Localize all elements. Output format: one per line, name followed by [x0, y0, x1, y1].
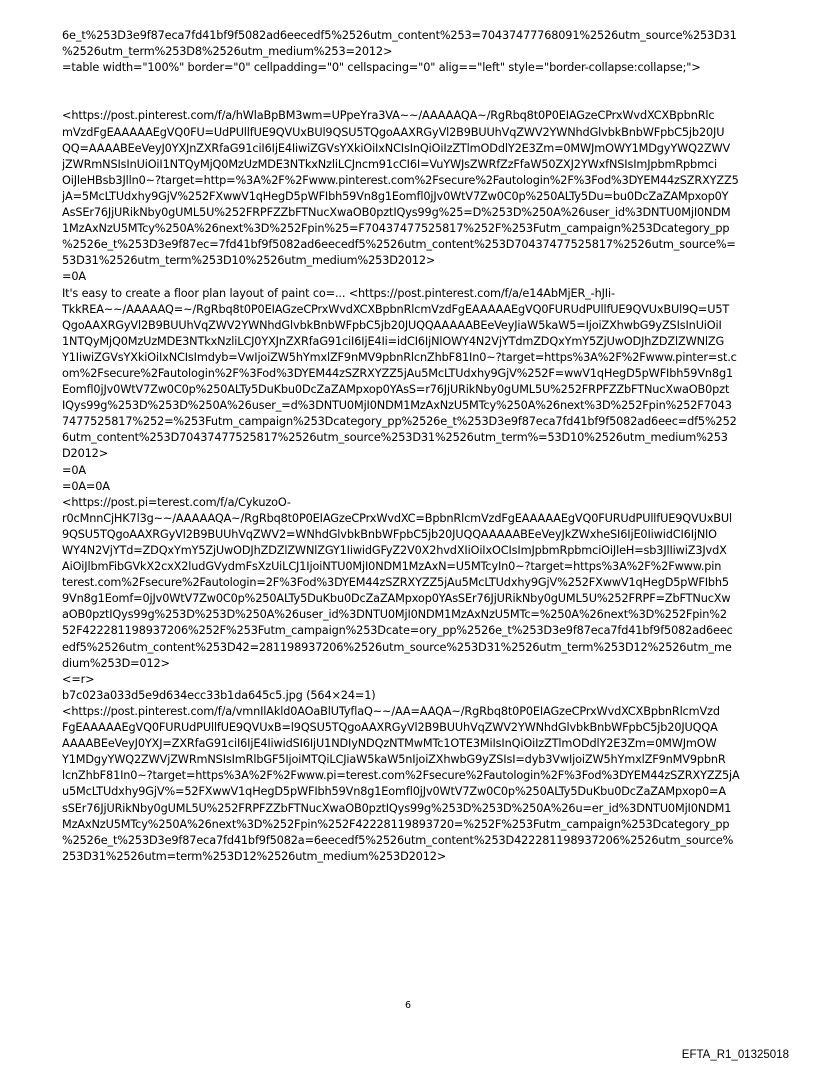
text-line: 9Vn8g1Eomf=0jJv0WtV7Zw0C0p%250ALTy5DuKbu0DcZaZAMpxop0YAsSEr76JjURikNby0gUML5U%252FRPF=ZbFTNucXw	[62, 592, 731, 606]
text-line: <https://post.pinterest.com/f/a/vmnIlAkld0AOaBlUTyflaQ~~/AA=AAQA~/RgRbq8t0P0EIAGzeCPrxWvdXCXBpbnRlcmVzd	[62, 704, 720, 718]
text-line: 253D31%2526utm=term%253D12%2526utm_medium%253D2012>	[62, 849, 447, 863]
text-line: QQ=AAAABEeVeyJ0YXJnZXRfaG91ciI6IjE4IiwiZGVsYXkiOiIxNCIsInQiOiIzZTlmODdlY2E3Zm=0MWJmOWY1MDgyYWQ2ZWV	[62, 141, 731, 155]
text-line: =0A	[62, 463, 86, 477]
text-line: 1MzAxNzU5MTcy%250A%26next%3D%252Fpin%25=F70437477525817%252F%253Futm_campaign%253Dcategory_pp	[62, 222, 730, 236]
text-line: terest.com%2Fsecure%2Fautologin=2F%3Fod%3DYEM44zSZRXYZZ5jAu5McLTUdxhy9GjV%252FXwwV1qHegD5pWFIbh5	[62, 576, 729, 590]
text-line: MzAxNzU5MTcy%250A%26next%3D%252Fpin%252F42228119893720=%252F%253Futm_campaign%253Dcategory_pp	[62, 817, 730, 831]
text-line: Eomfl0jJv0WtV7Zw0C0p%250ALTy5DuKbu0DcZaZAMpxop0YAsS=r76JjURikNby0gUML5U%252FRPFZZbFTNucXwaOB0pzt	[62, 383, 730, 397]
text-line: jA=5McLTUdxhy9GjV%252FXwwV1qHegD5pWFIbh59Vn8g1Eomfl0jJv0WtV7Zw0C0p%250ALTy5Du=bu0DcZaZAMpxop0Y	[62, 189, 729, 203]
text-line: %2526e_t%253D3e9f87ec=7fd41bf9f5082ad6eecedf5%2526utm_content%253D70437477525817%2526utm_source%=	[62, 238, 736, 252]
text-line: OiJleHBsb3Jlln0~?target=http=%3A%2F%2Fwww.pinterest.com%2Fsecure%2Fautologin%2F%3Fod%3DYEM44zSZRXYZZ5	[62, 173, 739, 187]
text-line: mVzdFgEAAAAAEgVQ0FU=UdPUllfUE9QVUxBUl9QSU5TQgoAAXRGyVl2B9BUUhVqZWV2YWNhdGlvbkBnbWFpbC5jb20JU	[62, 125, 725, 139]
page-number: 6	[404, 1000, 412, 1011]
text-line: <=r>	[62, 672, 95, 686]
text-line: AiOiJlbmFibGVkX2cxX2ludGVydmFsXzUiLCJ1IjoiNTU0MjI0NDM1MzAxN=U5MTcyIn0~?target=https%3A%2F%2Fwww.pin	[62, 560, 722, 574]
text-line: <https://post.pinterest.com/f/a/hWlaBpBM3wm=UPpeYra3VA~~/AAAAAQA~/RgRbq8t0P0EIAGzeCPrxWvdXCXBpbnRlc	[62, 109, 715, 123]
text-line: WY4N2VjYTd=ZDQxYmY5ZjUwODJhZDZlZWNlZGY1IiwidGFyZ2V0X2hvdXIiOiIxOCIsImJpbmRpbmciOiJleH=sb3JlIiwiZ3JvdX	[62, 544, 727, 557]
text-line: Y1MDgyYWQ2ZWVjZWRmNSIsImRlbGF5IjoiMTQiLCJiaW5kaW5nIjoiZXhwbG9yZSIsI=dyb3VwIjoiZW5hYmxlZF9nMV9pbnR	[62, 753, 726, 767]
text-line: lcnZhbF81In0~?target=https%3A%2F%2Fwww.pi=terest.com%2Fsecure%2Fautologin%2F%3Fod%3DYEM44zSZRXYZZ5jA	[62, 769, 740, 783]
text-line: r0cMnnCjHK7l3g~~/AAAAAQA~/RgRbq8t0P0EIAGzeCPrxWvdXC=BpbnRlcmVzdFgEAAAAAEgVQ0FURUdPUllfUE9QVUxBUl	[62, 511, 732, 525]
text-line: AAAABEeVeyJ0YXJ=ZXRfaG91ciI6IjE4IiwidSI6IjU1NDIyNDQzNTMwMTc1OTE3MiIsInQiOiIzZTlmODdlY2E3Zm=0MWJmOW	[62, 737, 717, 751]
text-line: u5McLTUdxhy9GjV%=52FXwwV1qHegD5pWFIbh59Vn8g1Eomfl0jJv0WtV7Zw0C0p%250ALTy5DuKbu0DcZaZAMpxop0=A	[62, 785, 726, 799]
text-line: om%2Fsecure%2Fautologin%2F%3Fod%3DYEM44zSZRXYZZ5jAu5McLTUdxhy9GjV%252F=wwV1qHegD5pWFIbh59Vn8g1	[62, 366, 734, 380]
text-line: <https://post.pi=terest.com/f/a/CykuzoO-	[62, 495, 291, 509]
text-line: FgEAAAAAEgVQ0FURUdPUllfUE9QVUxB=l9QSU5TQgoAAXRGyVl2B9BUUhVqZWV2YWNhdGlvbkBnbWFpbC5jb20JUQQA	[62, 721, 718, 735]
text-line: IQys99g%253D%253D%250A%26user_=d%3DNTU0MjI0NDM1MzAxNzU5MTcy%250A%26next%3D%252Fpin%252F7043	[62, 399, 732, 413]
text-line: Y1IiwiZGVsYXkiOiIxNCIsImdyb=VwIjoiZW5hYmxlZF9nMV9pbnRlcnZhbF81In0~?target=https%3A%2F%2Fwww.pinter=st.c	[62, 350, 737, 364]
text-line: jZWRmNSIsInUiOiI1NTQyMjQ0MzUzMDE3NTkxNzliLCJncm91cCI6I=VuYWJsZWRfZzFfaW50ZXJ2YWxfNSIsImJpbmRpbmci	[62, 157, 717, 171]
text-line: QgoAAXRGyVl2B9BUUhVqZWV2YWNhdGlvbkBnbWFpbC5jb20JUQQAAAAABEeVeyJiaW5kaW5=IjoiZXhwbG9yZSIsInUiOiI	[62, 318, 722, 332]
text-line	[62, 92, 762, 108]
email-body-text	[62, 28, 762, 865]
text-line: dium%253D=012>	[62, 656, 170, 670]
text-line: 9QSU5TQgoAAXRGyVl2B9BUUhVqZWV2=WNhdGlvbkBnbWFpbC5jb20JUQQAAAAABEeVeyJkZWxheSI6IjE0IiwidCI6IjNlO	[62, 527, 717, 541]
text-line: edf5%2526utm_content%253D42=281198937206%2526utm_source%253D31%2526utm_term%253D12%2526utm_me	[62, 640, 732, 654]
text-line: sSEr76JjURikNby0gUML5U%252FRPFZZbFTNucXwaOB0pztIQys99g%253D%253D%250A%26u=er_id%3DNTU0MjI0NDM1	[62, 801, 732, 815]
text-line: %2526utm_term%253D8%2526utm_medium%253=2012>	[62, 45, 393, 59]
text-line: It's easy to create a floor plan layout of paint co=... <https://post.pinterest.com/f/a/e14AbMjER_-hJIi-	[62, 286, 615, 300]
text-line: 1NTQyMjQ0MzUzMDE3NTkxNzliLCJ0YXJnZXRfaG91ciI6IjE4Ii=idCI6IjNlOWY4N2VjYTdmZDQxYmY5ZjUwODJhZDZlZWNlZG	[62, 334, 725, 348]
text-line: =table width="100%" border="0" cellpadding="0" cellspacing="0" alig=="left" style="border-collapse:collapse;">	[62, 61, 701, 75]
text-line: %2526e_t%253D3e9f87eca7fd41bf9f5082a=6eecedf5%2526utm_content%253D422281198937206%2526utm_source%	[62, 833, 734, 847]
text-line: 7477525817%252=%253Futm_campaign%253Dcategory_pp%2526e_t%253D3e9f87eca7fd41bf9f5082ad6eec=df5%252	[62, 415, 737, 429]
text-line: 6e_t%253D3e9f87eca7fd41bf9f5082ad6eecedf5%2526utm_content%253=70437477768091%2526utm_source%253D31	[62, 29, 737, 42]
text-line: D2012>	[62, 447, 109, 461]
text-line: =0A=0A	[62, 479, 110, 493]
text-line: TkkREA~~/AAAAAQ=~/RgRbq8t0P0EIAGzeCPrxWvdXCXBpbnRlcmVzdFgEAAAAAEgVQ0FURUdPUllfUE9QVUxBUl9Q=U5T	[62, 302, 730, 316]
text-line: 53D31%2526utm_term%253D10%2526utm_medium%253D2012>	[62, 254, 436, 268]
text-line: 52F422281198937206%252F%253Futm_campaign%253Dcate=ory_pp%2526e_t%253D3e9f87eca7fd41bf9f5082ad6eec	[62, 624, 733, 638]
text-line	[62, 76, 762, 92]
document-id: EFTA_R1_01325018	[681, 1049, 789, 1061]
text-line: b7c023a033d5e9d634ecc33b1da645c5.jpg (564×24=1)	[62, 688, 376, 702]
text-line: =0A	[62, 270, 86, 284]
text-line: AsSEr76JjURikNby0gUML5U%252FRPFZZbFTNucXwaOB0pztIQys99g%25=D%253D%250A%26user_id%3DNTU0MjI0NDM	[62, 206, 731, 220]
text-line: 6utm_content%253D70437477525817%2526utm_source%253D31%2526utm_term%=53D10%2526utm_medium%253	[62, 431, 728, 445]
text-line: aOB0pztIQys99g%253D%253D%250A%26user_id%3DNTU0MjI0NDM1MzAxNzU5MTc=%250A%26next%3D%252Fpin%2	[62, 608, 727, 622]
